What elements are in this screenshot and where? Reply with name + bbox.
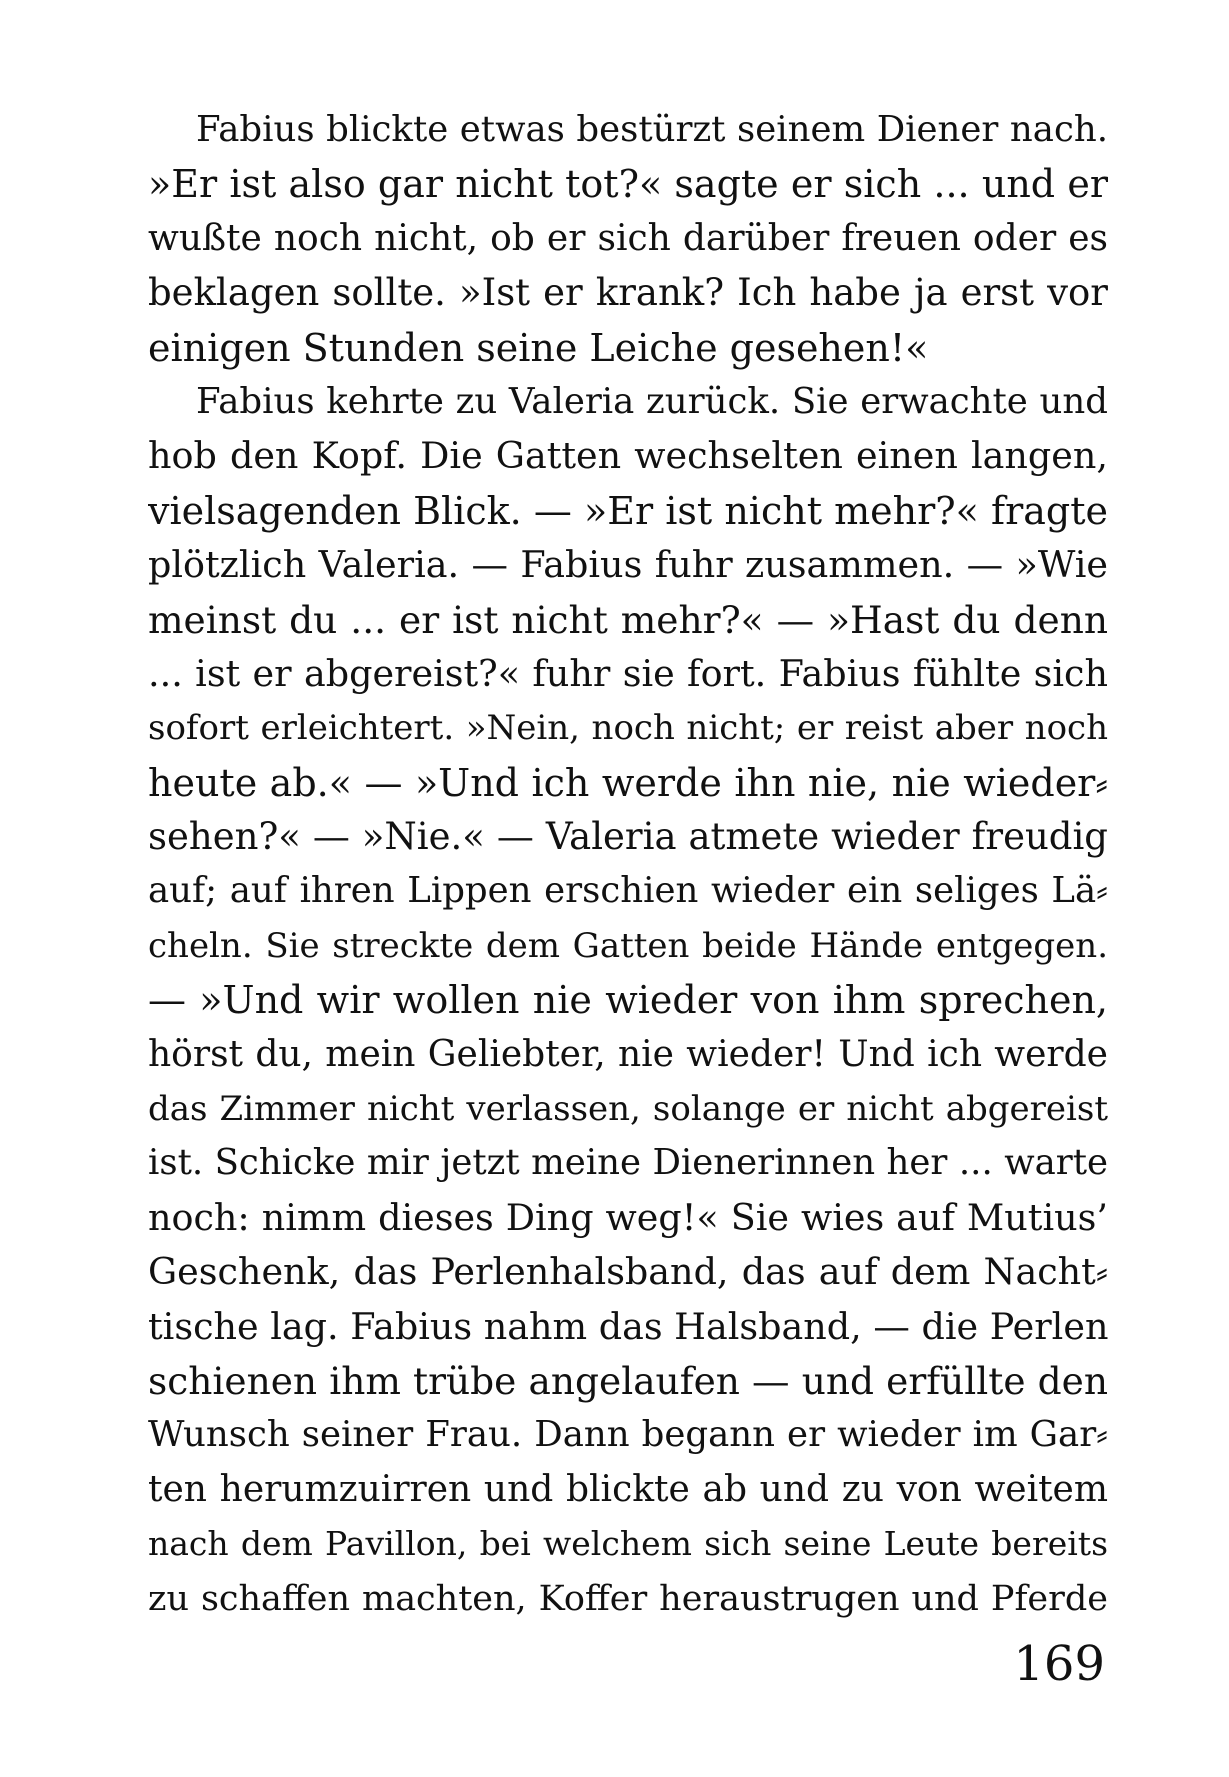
body-text xyxy=(148,103,1108,1626)
text-line: nach dem Pavillon, bei welchem sich seine Leute bereits xyxy=(148,1524,1108,1564)
text-line: »Er ist also gar nicht tot?« sagte er sich ... und er xyxy=(148,162,1108,207)
text-line: Wunsch seiner Frau. Dann begann er wieder im Gar⸗ xyxy=(148,1414,1108,1456)
text-line: vielsagenden Blick. — »Er ist nicht mehr?« fragte xyxy=(148,488,1108,533)
text-line: sofort erleichtert. »Nein, noch nicht; er reist aber noch xyxy=(148,708,1108,749)
text-line: sehen?« — »Nie.« — Valeria atmete wieder freudig xyxy=(148,815,1108,859)
text-line: ist. Schicke mir jetzt meine Dienerinnen her ... warte xyxy=(148,1142,1108,1184)
page-number: 169 xyxy=(1013,1636,1105,1692)
text-line: auf; auf ihren Lippen erschien wieder ein seliges Lä⸗ xyxy=(148,870,1108,912)
text-line: ten herumzuirren und blickte ab und zu von weitem xyxy=(148,1468,1108,1510)
text-line: Geschenk, das Perlenhalsband, das auf dem Nacht⸗ xyxy=(148,1250,1108,1294)
text-line: heute ab.« — »Und ich werde ihn nie, nie wieder⸗ xyxy=(148,760,1108,805)
text-line: Fabius blickte etwas bestürzt seinem Diener nach. xyxy=(196,109,1108,150)
text-line: das Zimmer nicht verlassen, solange er nicht abgereist xyxy=(148,1089,1108,1130)
text-line: beklagen sollte. »Ist er krank? Ich habe ja erst vor xyxy=(148,271,1108,315)
text-line: — »Und wir wollen nie wieder von ihm sprechen, xyxy=(148,978,1108,1023)
text-line: ... ist er abgereist?« fuhr sie fort. Fabius fühlte sich xyxy=(148,651,1108,695)
text-line: wußte noch nicht, ob er sich darüber freuen oder es xyxy=(148,217,1108,259)
text-line: hob den Kopf. Die Gatten wechselten einen langen, xyxy=(148,434,1108,478)
text-line: plötzlich Valeria. — Fabius fuhr zusammen. — »Wie xyxy=(148,543,1108,587)
text-line: tische lag. Fabius nahm das Halsband, — die Perlen xyxy=(148,1304,1108,1348)
text-line: cheln. Sie streckte dem Gatten beide Hände entgegen. xyxy=(148,925,1108,966)
text-line: hörst du, mein Geliebter, nie wieder! Und ich werde xyxy=(148,1033,1108,1075)
text-line: Fabius kehrte zu Valeria zurück. Sie erwachte und xyxy=(196,380,1108,422)
text-line: noch: nimm dieses Ding weg!« Sie wies auf Mutius’ xyxy=(148,1195,1108,1239)
text-line: einigen Stunden seine Leiche gesehen!« xyxy=(148,325,929,370)
text-line: meinst du ... er ist nicht mehr?« — »Hast du denn xyxy=(148,597,1108,642)
text-line: schienen ihm trübe angelaufen — und erfüllte den xyxy=(148,1358,1108,1403)
text-line: zu schaffen machten, Koffer heraustrugen und Pferde xyxy=(148,1578,1108,1619)
